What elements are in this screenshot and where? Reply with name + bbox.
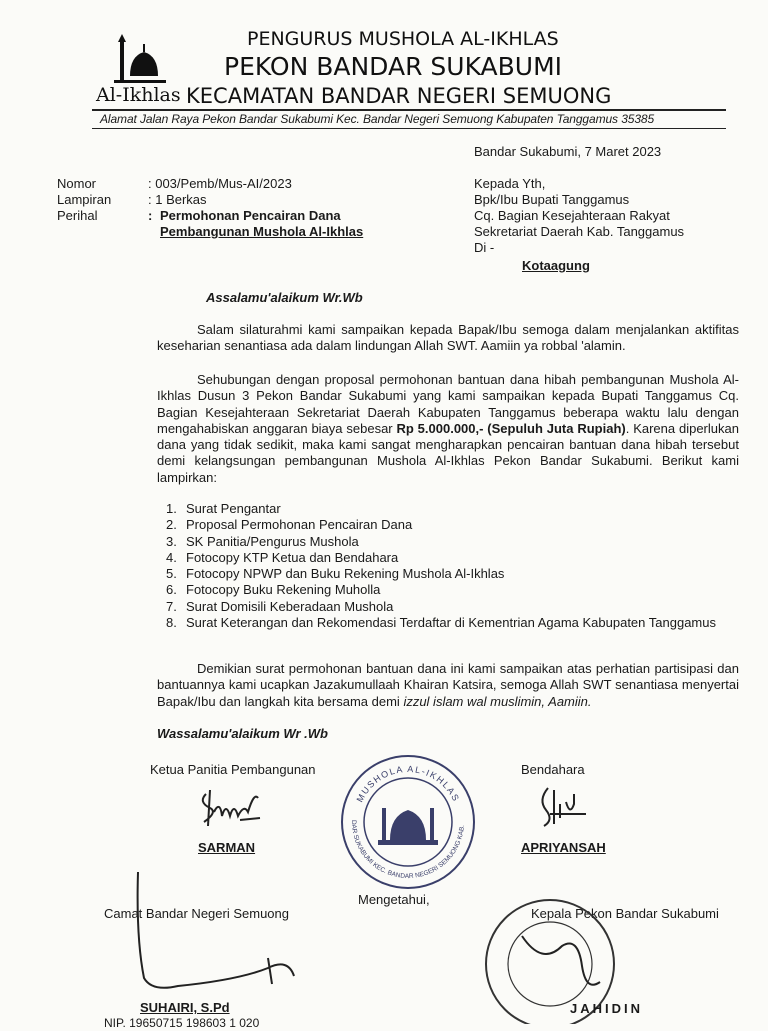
letterhead-rule: [92, 109, 726, 111]
camat-nip: NIP. 19650715 198603 1 020: [104, 1016, 260, 1030]
left-signature-icon: [196, 782, 266, 843]
mushola-stamp: [338, 752, 478, 892]
nomor-label: Nomor: [57, 176, 97, 191]
attachment-item: [166, 517, 738, 533]
attachment-number: 1.: [166, 501, 177, 516]
attachment-text: Fotocopy KTP Ketua dan Bendahara: [186, 549, 399, 565]
attachment-text: SK Panitia/Pengurus Mushola: [186, 533, 359, 549]
paragraph-3: [157, 661, 739, 710]
letterhead-rule-bottom: [92, 128, 726, 129]
lampiran-value: : 1 Berkas: [148, 192, 207, 207]
org-village: PEKON BANDAR SUKABUMI: [224, 52, 563, 81]
kepala-name: JAHIDIN: [570, 1001, 644, 1016]
attachment-text: Surat Domisili Keberadaan Mushola: [186, 598, 394, 614]
recipient-line1: Kepada Yth,: [474, 176, 546, 191]
attachment-item: [166, 566, 738, 582]
closing: Wassalamu'alaikum Wr .Wb: [157, 726, 328, 741]
mosque-logo-icon: [110, 34, 170, 86]
attachment-item: [166, 599, 738, 615]
attachment-text: Surat Keterangan dan Rekomendasi Terdaftar di Kementrian Agama Kabupaten Tanggamus: [186, 615, 716, 631]
attachment-number: 2.: [166, 517, 177, 533]
attachment-number: 5.: [166, 566, 177, 582]
recipient-line2: Bpk/Ibu Bupati Tanggamus: [474, 192, 630, 207]
paragraph-2-text-b: . Karena diperlukan dana yang tidak sedikit, maka kami sangat mengharapkan pencairan bantuan dana hibah tersebut demi kelangsungan pembangunan Mushola Al-Ikhlas Pekon Bandar Sukabumi. Berikut kami lampirkan:: [157, 420, 739, 485]
camat-signature-icon: [118, 868, 318, 1003]
paragraph-3-text: Demikian surat permohonan bantuan dana ini kami sampaikan atas perhatian partisipasi dan bantuannya kami ucapkan Jazakumullaah Khairan Katsira, semoga Allah SWT senantiasa menyertai Bapak/Ibu dan langkah kita bersama demi: [157, 661, 739, 709]
org-district: KECAMATAN BANDAR NEGERI SEMUONG: [186, 84, 612, 108]
left-signer-title: Ketua Panitia Pembangunan: [150, 762, 316, 777]
right-signer-title: Bendahara: [521, 762, 585, 777]
greeting: Assalamu'alaikum Wr.Wb: [206, 290, 363, 305]
paragraph-3-italic: izzul islam wal muslimin, Aamiin.: [403, 693, 592, 709]
attachment-number: 7.: [166, 598, 177, 614]
paragraph-2: [157, 372, 739, 486]
recipient-line3: Cq. Bagian Kesejahteraan Rakyat: [474, 208, 670, 223]
attachment-text: Fotocopy Buku Rekening Muholla: [186, 582, 381, 598]
recipient-line4: Sekretariat Daerah Kab. Tanggamus: [474, 224, 685, 239]
attachment-item: [166, 615, 738, 631]
svg-text:MUSHOLA AL-IKHLAS: MUSHOLA AL-IKHLAS: [354, 763, 462, 804]
attachment-item: [166, 582, 738, 598]
logo-text: Al-Ikhlas: [96, 84, 181, 106]
attachment-text: Fotocopy NPWP dan Buku Rekening Mushola Al-Ikhlas: [186, 566, 505, 582]
org-name: PENGURUS MUSHOLA AL-IKHLAS: [247, 28, 559, 50]
paragraph-2-text-a: Sehubungan dengan proposal permohonan bantuan dana hibah pembangunan Mushola Al-Ikhlas Dusun 3 Pekon Bandar Sukabumi yang kami sampaikan kepada Bupati Tanggamus Cq. Bagian Kesejahteraan Sekretariat Daerah Kabupaten Tanggamus beberapa waktu lalu dengan mengahabiskan anggaran biaya sebesar: [157, 372, 739, 436]
svg-text:PEKON BANDAR SUKABUMI KEC. BAN: DAR SUKABUMI KEC. BANDAR NEGERI SEMUONG KAB.: [349, 819, 466, 881]
nomor-value: : 003/Pemb/Mus-AI/2023: [148, 176, 292, 191]
recipient-line5: Di -: [474, 240, 495, 255]
camat-title: Camat Bandar Negeri Semuong: [104, 906, 289, 921]
attachment-item: [166, 550, 738, 566]
attachments-list: [166, 501, 738, 631]
kepala-title: Kepala Pekon Bandar Sukabumi: [531, 906, 719, 921]
perihal-line2: Pembangunan Mushola Al-Ikhlas: [160, 224, 364, 239]
recipient-city: Kotaagung: [522, 258, 590, 273]
attachment-text: Surat Pengantar: [186, 501, 281, 516]
acknowledged-label: Mengetahui,: [358, 892, 430, 907]
camat-name: SUHAIRI, S.Pd: [140, 1000, 230, 1015]
paragraph-1: [157, 322, 739, 355]
perihal-label: Perihal: [57, 208, 98, 223]
attachment-number: 8.: [166, 615, 177, 631]
attachment-number: 6.: [166, 582, 177, 598]
left-signer-name: SARMAN: [198, 840, 256, 855]
perihal-colon: :: [148, 208, 153, 223]
attachment-text: Proposal Permohonan Pencairan Dana: [186, 517, 413, 533]
right-signer-name: APRIYANSAH: [521, 840, 606, 855]
paragraph-1-text: Salam silaturahmi kami sampaikan kepada Bapak/Ibu semoga dalam menjalankan aktifitas keseharian senantiasa ada dalam lindungan Allah SWT. Aamiin ya robbal 'alamin.: [157, 322, 739, 354]
letterhead-address: Alamat Jalan Raya Pekon Bandar Sukabumi Kec. Bandar Negeri Semuong Kabupaten Tanggamus 35385: [100, 112, 655, 126]
attachment-item: [166, 501, 738, 517]
perihal-line1: Permohonan Pencairan Dana: [160, 208, 341, 223]
attachment-number: 3.: [166, 533, 177, 549]
lampiran-label: Lampiran: [57, 192, 112, 207]
requested-amount: Rp 5.000.000,- (Sepuluh Juta Rupiah): [396, 420, 626, 436]
attachment-item: [166, 534, 738, 550]
place-date: Bandar Sukabumi, 7 Maret 2023: [474, 144, 662, 159]
right-signature-icon: [530, 780, 590, 841]
attachment-number: 4.: [166, 549, 177, 565]
